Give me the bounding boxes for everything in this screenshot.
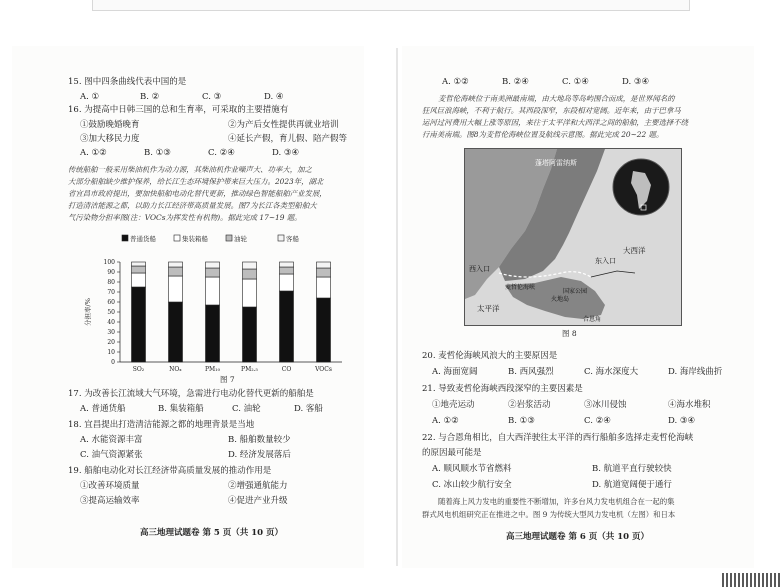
option: A. 海面宽阔 (432, 367, 478, 377)
option: A. 水能资源丰富 (80, 435, 143, 445)
bar-segment (169, 262, 183, 267)
q16-items-row1 (80, 119, 339, 131)
passage-line: 打造清洁能源之都，以助力长江经济带高质量发展。图7为长江各类型船舶大 (68, 201, 317, 210)
q18-options-row1 (80, 434, 291, 446)
passage-line: 运河过河费用大幅上涨等原因，来往于太平洋和大西洋之间的船舶，主要选择不绕 (422, 118, 689, 127)
item: ④海水堆积 (668, 400, 711, 410)
q17-stem: 17. 为改善长江流域大气环境，急需进行电动化替代更新的船舶是 (68, 389, 314, 399)
viewer-top-bar (92, 0, 690, 11)
q19-options (442, 76, 662, 88)
option: D. 客船 (294, 404, 323, 414)
q16-stem: 16. 为提高中日韩三国的总和生育率，可采取的主要措施有 (68, 105, 289, 115)
option: A. ① (80, 92, 100, 102)
legend-swatch (122, 235, 128, 241)
passage-line: 传统船舶一般采用柴油机作为动力源，其柴油机作业噪声大、功率大，加之 (68, 165, 312, 174)
option: C. ②④ (584, 416, 611, 426)
bar-segment (132, 273, 146, 287)
legend-label: 普通货船 (130, 235, 156, 243)
bar-segment (132, 287, 146, 362)
option: B. 船舶数量较少 (228, 435, 291, 445)
item: ③冰川侵蚀 (584, 400, 627, 410)
option: D. 经济发展落后 (228, 450, 291, 460)
passage-line: 气污染物分担率图(注：VOCs为挥发性有机物)。据此完成 17~19 题。 (68, 213, 302, 222)
y-tick-label: 0 (111, 359, 115, 367)
option: C. 油轮 (232, 404, 261, 414)
passage-line: 行南美南端。图8为麦哲伦海峡位置及航线示意图。据此完成 20~22 题。 (422, 130, 664, 139)
map-label-park: 国家公园 (563, 288, 588, 295)
map-label-east-entrance: 东入口 (595, 257, 616, 265)
bar-segment (169, 267, 183, 276)
exam-page-6 (402, 46, 754, 568)
q22-stem: 22. 与合恩角相比，自大西洋驶往太平洋的西行船舶多选择走麦哲伦海峡 (422, 433, 694, 443)
map-label-cape: 合恩角 (583, 316, 602, 323)
map-label-west-entrance: 西入口 (469, 265, 490, 273)
option: C. 油气资源紧张 (80, 450, 143, 460)
q15-options (80, 91, 304, 103)
bar-segment (206, 277, 220, 305)
item: ①改善环境质量 (80, 481, 140, 491)
y-tick-label: 90 (107, 269, 115, 277)
bar-segment (280, 291, 294, 362)
bar-segment (243, 307, 257, 362)
bar-segment (132, 266, 146, 273)
map-label-pacific: 太平洋 (477, 304, 500, 313)
y-tick-label: 50 (107, 309, 115, 317)
q19-items-row2 (80, 495, 288, 507)
x-tick-label: CO (281, 366, 292, 373)
x-tick-label: VOCs (315, 366, 332, 373)
bar-segment (243, 262, 257, 269)
legend-swatch (278, 235, 284, 241)
exam-page-5 (12, 46, 364, 568)
q21-items (432, 399, 738, 411)
x-tick-label: PM₁₀ (205, 366, 220, 373)
q19-items-row1 (80, 480, 288, 492)
option: B. ②④ (502, 77, 529, 87)
option: C. 冰山较少航行安全 (432, 480, 512, 490)
option: B. 西风强烈 (508, 367, 554, 377)
option: D. 航道宽阔便于通行 (592, 480, 672, 490)
map-label-strait: 麦哲伦海峡 (505, 284, 536, 291)
bar-segment (169, 276, 183, 302)
bar-segment (243, 269, 257, 279)
q21-options (432, 415, 738, 427)
bar-segment (280, 267, 294, 274)
q22-stem-cont: 的原因最可能是 (422, 448, 482, 458)
page-footer: 高三地理试题卷 第 6 页（共 10 页） (506, 532, 650, 542)
option: A. ①② (432, 416, 459, 426)
q16-options (80, 147, 312, 159)
option: A. ①② (80, 148, 107, 158)
bar-segment (206, 305, 220, 362)
option: B. 集装箱船 (158, 404, 204, 414)
item: ④促进产业升级 (228, 496, 288, 506)
bar-segment (280, 262, 294, 267)
qr-code-strip (722, 573, 780, 587)
option: C. ②④ (208, 148, 235, 158)
bar-segment (169, 302, 183, 362)
item: ①鼓励晚婚晚育 (80, 120, 140, 130)
item: ②增强通航能力 (228, 481, 288, 491)
page-fold (396, 48, 398, 566)
option: D. ③④ (668, 416, 696, 426)
bar-segment (206, 268, 220, 277)
option: D. 海岸线曲折 (668, 367, 723, 377)
item: ③加大移民力度 (80, 134, 140, 144)
map-label-island: 火地岛 (551, 296, 570, 303)
y-axis-title: 分担率/% (84, 298, 92, 326)
x-tick-label: PM₂.₅ (241, 366, 258, 373)
option: D. ③④ (272, 148, 300, 158)
x-tick-label: NOₓ (169, 366, 182, 373)
option: A. 普通货船 (80, 404, 126, 414)
option: C. ①④ (562, 77, 589, 87)
option: B. 航道平直行驶较快 (592, 464, 672, 474)
page-footer: 高三地理试题卷 第 5 页（共 10 页） (140, 528, 284, 538)
q18-options-row2 (80, 449, 291, 461)
bar-segment (317, 277, 331, 298)
bar-segment (317, 298, 331, 362)
y-tick-label: 100 (103, 259, 115, 267)
option: C. 海水深度大 (584, 367, 639, 377)
bar-segment (243, 279, 257, 307)
y-tick-label: 40 (107, 319, 115, 327)
strait-map-svg (465, 149, 681, 325)
y-tick-label: 70 (107, 289, 115, 297)
map-label-punta: 蓬塔阿雷纳斯 (535, 159, 577, 167)
legend-swatch (226, 235, 232, 241)
figure-7-caption: 图 7 (220, 375, 235, 384)
q21-stem: 21. 导致麦哲伦海峡西段深窄的主要因素是 (422, 384, 583, 394)
q22-options-row1 (432, 463, 672, 475)
option: C. ③ (202, 92, 222, 102)
passage-line: 大部分船舶缺少维护保养，给长江生态环境保护带来巨大压力。2023年，湖北 (68, 177, 324, 186)
bar-segment (317, 262, 331, 268)
legend-label: 集装箱船 (182, 235, 208, 243)
option: A. 顺风顺水节省燃料 (432, 464, 512, 474)
q17-options (80, 403, 334, 415)
passage-line: 狂风巨浪海峡，不利于航行。其西段深窄，东段相对宽阔。近年来，由于巴拿马 (422, 106, 681, 115)
closing-passage-line: 随着海上风力发电的重要性不断增加，许多台风力发电机组合在一起的集 (438, 497, 675, 506)
bar-segment (132, 262, 146, 266)
item: ②岩浆活动 (508, 400, 551, 410)
closing-passage-line: 群式风电机组研究正在推进之中。图 9 为传统大型风力发电机（左图）和日本 (422, 510, 676, 519)
q15-stem: 15. 图中四条曲线代表中国的是 (68, 77, 187, 87)
map-label-atlantic: 大西洋 (623, 246, 646, 255)
y-tick-label: 80 (107, 279, 115, 287)
option: A. ①② (442, 77, 469, 87)
option: D. ③④ (622, 77, 650, 87)
item: ④延长产假，育儿假、陪产假等 (228, 134, 348, 144)
figure-7-stacked-bar-chart (82, 232, 352, 382)
item: ①地壳运动 (432, 400, 475, 410)
q20-options (432, 366, 738, 378)
y-tick-label: 60 (107, 299, 115, 307)
item: ②为产后女性提供再就业培训 (228, 120, 339, 130)
passage-line: 麦哲伦海峡位于南美洲最南端，由大地岛等岛屿围合而成，是世界闻名的 (438, 94, 675, 103)
y-tick-label: 20 (107, 339, 115, 347)
legend-label: 油轮 (234, 235, 247, 243)
option: D. ④ (264, 92, 284, 102)
q22-options-row2 (432, 479, 672, 491)
legend-swatch (174, 235, 180, 241)
q18-stem: 18. 宜昌提出打造清洁能源之都的地理背景是当地 (68, 420, 255, 430)
option: B. ①③ (508, 416, 535, 426)
figure-8-map (464, 148, 682, 326)
bar-segment (317, 268, 331, 277)
x-tick-label: SO₂ (132, 366, 145, 373)
option: B. ①③ (144, 148, 171, 158)
option: B. ② (140, 92, 160, 102)
bar-segment (206, 262, 220, 268)
figure-8-caption: 图 8 (562, 329, 577, 338)
y-tick-label: 10 (107, 349, 115, 357)
q19-stem: 19. 船舶电动化对长江经济带高质量发展的推动作用是 (68, 466, 272, 476)
q20-stem: 20. 麦哲伦海峡风浪大的主要原因是 (422, 351, 558, 361)
legend-label: 客船 (286, 235, 299, 243)
q16-items-row2 (80, 133, 347, 145)
passage-line: 省宜昌市政府提出，要加快船舶电动化替代更新，推动绿色智能船舶产业发展， (68, 189, 327, 198)
bar-segment (280, 274, 294, 291)
item: ③提高运输效率 (80, 496, 140, 506)
y-tick-label: 30 (107, 329, 115, 337)
